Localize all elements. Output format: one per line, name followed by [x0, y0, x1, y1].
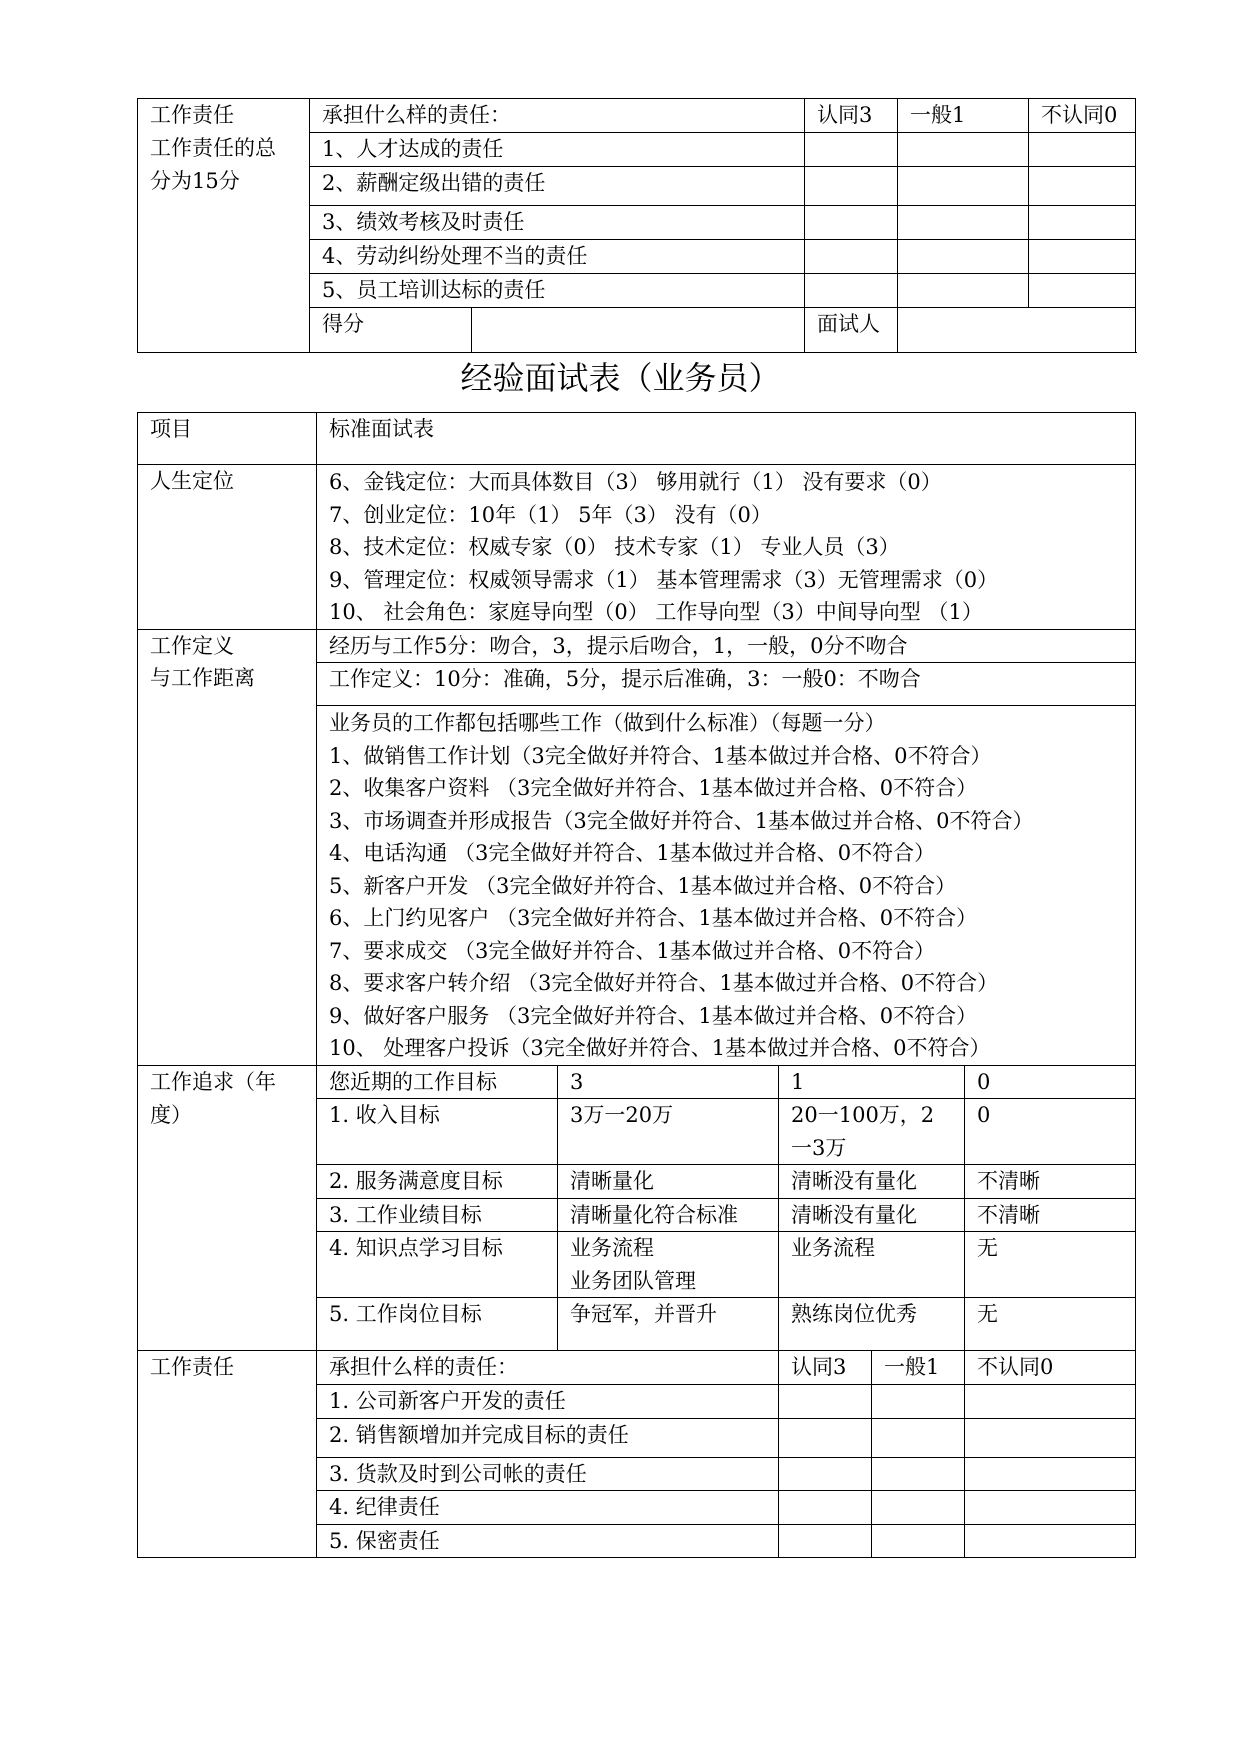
score-cell [805, 206, 898, 240]
neutral-header: 一般1 [898, 99, 1029, 133]
pursuit-option-0: 0 [965, 1099, 1136, 1165]
pursuit-option-0: 无 [965, 1232, 1136, 1298]
score-cell [898, 133, 1029, 167]
pursuit-header-goal: 您近期的工作目标 [317, 1065, 558, 1099]
score-cell [779, 1491, 872, 1525]
score-cell [898, 240, 1029, 274]
duty-item: 2. 销售额增加并完成目标的责任 [317, 1418, 779, 1457]
pursuit-option-3: 清晰量化符合标准 [558, 1198, 779, 1232]
form-title: 经验面试表（业务员） [460, 359, 781, 397]
experience-fit-line: 经历与工作5分：吻合，3，提示后吻合，1，一般，0分不吻合 [317, 629, 1136, 663]
score-cell [872, 1524, 965, 1558]
pursuit-header-score: 3 [558, 1065, 779, 1099]
life-positioning-line: 8、技术定位：权威专家（0） 技术专家（1） 专业人员（3） [329, 535, 900, 559]
interviewer-value [898, 308, 1136, 353]
score-cell [1029, 274, 1136, 308]
sales-task-item: 2、收集客户资料 （3完全做好并符合、1基本做过并合格、0不符合） [329, 776, 978, 800]
score-cell [965, 1457, 1136, 1491]
pursuit-option-0: 不清晰 [965, 1198, 1136, 1232]
job-definition-label: 工作定义 [150, 633, 234, 658]
job-definition-line: 工作定义：10分：准确，5分，提示后准确，3：一般0：不吻合 [317, 663, 1136, 706]
sales-task-heading: 业务员的工作都包括哪些工作（做到什么标准）（每题一分） [329, 711, 886, 735]
work-pursuit-label: 工作追求（年度） [138, 1065, 317, 1351]
pursuit-goal: 3. 工作业绩目标 [317, 1198, 558, 1232]
score-cell [1029, 240, 1136, 274]
pursuit-option-3: 业务流程 业务团队管理 [558, 1232, 779, 1298]
sales-task-item: 10、 处理客户投诉（3完全做好并符合、1基本做过并合格、0不符合） [329, 1036, 991, 1060]
pursuit-option-1: 清晰没有量化 [779, 1198, 965, 1232]
score-cell [965, 1491, 1136, 1525]
pursuit-goal: 1. 收入目标 [317, 1099, 558, 1165]
disagree-header: 不认同0 [1029, 99, 1136, 133]
life-positioning-label: 人生定位 [138, 465, 317, 630]
score-cell [1029, 133, 1136, 167]
score-cell [805, 240, 898, 274]
score-cell [779, 1418, 872, 1457]
score-cell [872, 1418, 965, 1457]
pursuit-goal: 4. 知识点学习目标 [317, 1232, 558, 1298]
responsibility-question: 承担什么样的责任： [310, 99, 805, 133]
responsibility-label-cell [138, 99, 310, 353]
score-cell [805, 133, 898, 167]
sales-task-item: 7、要求成交 （3完全做好并符合、1基本做过并合格、0不符合） [329, 938, 936, 963]
score-cell [872, 1385, 965, 1419]
pursuit-header-score: 0 [965, 1065, 1136, 1099]
sales-task-item: 4、电话沟通 （3完全做好并符合、1基本做过并合格、0不符合） [329, 841, 936, 865]
score-cell [965, 1385, 1136, 1419]
pursuit-goal: 5. 工作岗位目标 [317, 1298, 558, 1351]
duty-item: 1. 公司新客户开发的责任 [317, 1385, 779, 1419]
score-cell [872, 1491, 965, 1525]
job-definition-label: 与工作距离 [150, 666, 255, 690]
score-cell [805, 167, 898, 206]
sales-task-item: 6、上门约见客户 （3完全做好并符合、1基本做过并合格、0不符合） [329, 906, 978, 930]
pursuit-header-score: 1 [779, 1065, 965, 1099]
responsibility-item: 4、劳动纠纷处理不当的责任 [310, 240, 805, 274]
item-header: 项目 [138, 413, 317, 465]
responsibility-item: 5、员工培训达标的责任 [310, 274, 805, 308]
pursuit-option-1: 20一100万，2一3万 [779, 1099, 965, 1165]
responsibility-label: 工作责任 [150, 103, 234, 127]
sales-task-item: 8、要求客户转介绍 （3完全做好并符合、1基本做过并合格、0不符合） [329, 971, 999, 995]
sales-task-list [317, 706, 1136, 1066]
score-cell [1029, 206, 1136, 240]
score-cell [898, 274, 1029, 308]
score-cell [1029, 167, 1136, 206]
pursuit-option-1: 熟练岗位优秀 [779, 1298, 965, 1351]
pursuit-option-3: 清晰量化 [558, 1165, 779, 1199]
sales-task-item: 9、做好客户服务 （3完全做好并符合、1基本做过并合格、0不符合） [329, 1003, 978, 1028]
job-definition-label-cell [138, 629, 317, 1065]
score-cell [779, 1524, 872, 1558]
life-positioning-content [317, 465, 1136, 630]
sales-task-item: 3、市场调查并形成报告（3完全做好并符合、1基本做过并合格、0不符合） [329, 808, 1034, 833]
score-cell [898, 206, 1029, 240]
life-positioning-line: 9、管理定位：权威领导需求（1） 基本管理需求（3）无管理需求（0） [329, 567, 999, 592]
responsibility-item: 1、人才达成的责任 [310, 133, 805, 167]
work-duty-label: 工作责任 [138, 1351, 317, 1558]
life-positioning-line: 7、创业定位：10年（1） 5年（3） 没有（0） [329, 502, 772, 527]
score-label: 得分 [310, 308, 472, 353]
duty-question: 承担什么样的责任： [317, 1351, 779, 1385]
score-cell [965, 1524, 1136, 1558]
pursuit-option-1: 业务流程 [779, 1232, 965, 1298]
pursuit-option-0: 不清晰 [965, 1165, 1136, 1199]
pursuit-option-0: 无 [965, 1298, 1136, 1351]
sales-task-item: 5、新客户开发 （3完全做好并符合、1基本做过并合格、0不符合） [329, 873, 957, 898]
agree-header: 认同3 [805, 99, 898, 133]
responsibility-table [137, 98, 1136, 353]
responsibility-item: 3、绩效考核及时责任 [310, 206, 805, 240]
score-cell [965, 1418, 1136, 1457]
interview-table [137, 412, 1136, 1558]
pursuit-option-1: 清晰没有量化 [779, 1165, 965, 1199]
life-positioning-line: 6、金钱定位：大而具体数目（3） 够用就行（1） 没有要求（0） [329, 470, 942, 494]
score-cell [779, 1385, 872, 1419]
standard-header: 标准面试表 [317, 413, 1136, 465]
duty-item: 5. 保密责任 [317, 1524, 779, 1558]
pursuit-option-3: 3万一20万 [558, 1099, 779, 1165]
score-value [472, 308, 805, 353]
responsibility-item: 2、薪酬定级出错的责任 [310, 167, 805, 206]
pursuit-goal: 2. 服务满意度目标 [317, 1165, 558, 1199]
responsibility-note-line: 分为15分 [150, 169, 240, 193]
score-cell [898, 167, 1029, 206]
agree-header: 认同3 [779, 1351, 872, 1385]
interviewer-label: 面试人 [805, 308, 898, 353]
pursuit-option-3: 争冠军，并晋升 [558, 1298, 779, 1351]
duty-item: 3. 货款及时到公司帐的责任 [317, 1457, 779, 1491]
duty-item: 4. 纪律责任 [317, 1491, 779, 1525]
responsibility-note-line: 工作责任的总 [150, 136, 276, 160]
sales-task-item: 1、做销售工作计划（3完全做好并符合、1基本做过并合格、0不符合） [329, 743, 992, 768]
score-cell [872, 1457, 965, 1491]
score-cell [805, 274, 898, 308]
score-cell [779, 1457, 872, 1491]
neutral-header: 一般1 [872, 1351, 965, 1385]
disagree-header: 不认同0 [965, 1351, 1136, 1385]
life-positioning-line: 10、 社会角色：家庭导向型（0） 工作导向型（3）中间导向型 （1） [329, 600, 983, 624]
